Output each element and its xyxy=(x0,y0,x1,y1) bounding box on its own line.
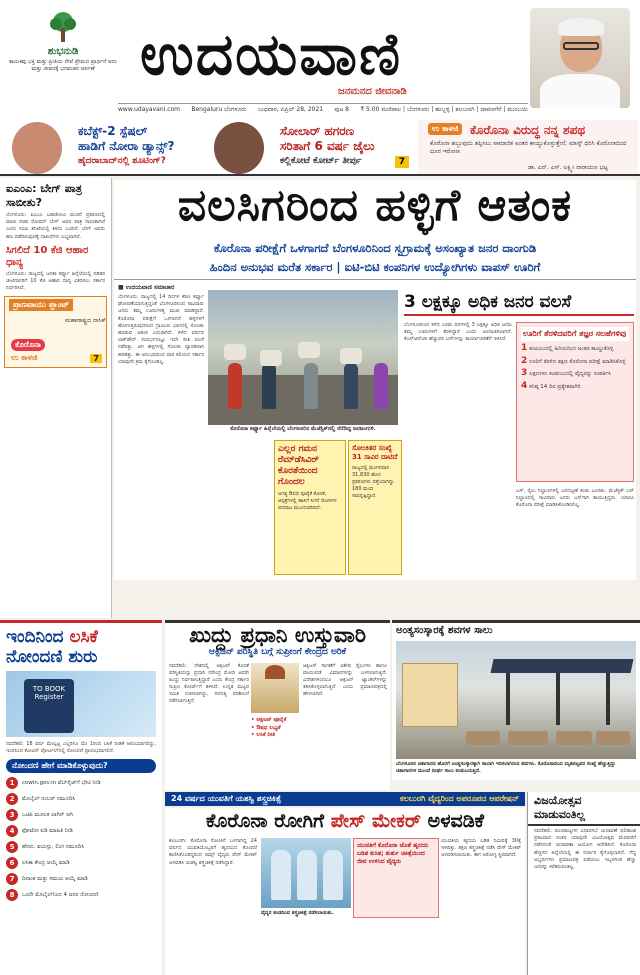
shubhanudi-box xyxy=(8,10,118,105)
phone-icon: TO BOOK Register xyxy=(24,679,74,733)
vaccine-howto-title: ನೋಂದಣಿ ಹೇಗೆ ಮಾಡಿಕೊಳ್ಳುವುದು? xyxy=(6,759,156,773)
victory-ban-story xyxy=(527,792,640,975)
supreme-court-photo xyxy=(251,663,299,713)
teaser-sub: ಹೈದರಾಬಾದ್‌ನಲ್ಲಿ ಶೂಟಿಂಗ್? xyxy=(78,156,166,166)
expert-tips-title: ಊರಿಗೆ ತೆರಳಿದವರಿಗೆ ತಜ್ಞರ ಸಲಹೆಗಳಿವು xyxy=(521,327,629,341)
pacemaker-text: ಕಲಬುರಗಿ: ಕೊರೊನಾ ಸೋಂಕಿಗೆ ಒಳಗಾಗಿದ್ದ 24 ವರ್ಷದ ಯುವತಿಯೊಬ್ಬರಿಗೆ ಹೃದಯದ ತೊಂದರೆ ಕಾಣಿಸಿಕೊಂಡಿದ್ದರಿಂದ ಜಿಮ್ಸ್ ವೈದ್ಯರು ಪೇಸ್ ಮೇಕರ್ ಅಳವಡಿಸಿ ಯಶಸ್ವಿ ಶಸ್ತ್ರಚಿಕಿತ್ಸೆ ನಡೆಸಿದ್ದಾರೆ. xyxy=(169,838,257,866)
teaser-nora[interactable] xyxy=(8,120,208,174)
portrait-photo xyxy=(530,8,630,108)
teaser-title: ಕಬೆಕ್ಟ್-2 ಸ್ಪೆಷಲ್ ಹಾಡಿಗೆ ನೋರಾ ಡ್ಯಾನ್ಸ್? xyxy=(78,124,175,153)
expert-tip-item: 1 ಕುಟುಂಬದಲ್ಲಿ ಹಿರಿಯರಿಂದ ಅಂತರ ಕಾಯ್ದುಕೊಳ್ಳಿ xyxy=(521,343,614,353)
teaser-text: ಕೊರೊನಾ ಹಬ್ಬುವುದು ತಪ್ಪಿಸಲು ಸಾಮಾಜಿಕ ಅಂತರ ಕಾಯ್ದುಕೊಳ್ಳುತ್ತೇನೆ; ಮಾಸ್ಕ್ ಧರಿಸಿ ಕೊರೊನಾದಿಂದ ದೂರ ಇರೋಣ xyxy=(430,140,627,155)
vaccine-headline[interactable]: ಇಂದಿನಿಂದ ಲಸಿಕೆ ನೋಂದಣಿ ಶುರು xyxy=(6,627,98,667)
teaser-sub: ಕಲ್ಲಿಕೋಟೆ ಕೋರ್ಟ್ ತೀರ್ಪು xyxy=(280,156,362,166)
pm-subhead: ಆಕ್ಸಿಜನ್ ಪರಿಸ್ಥಿತಿ ಬಗ್ಗೆ ಸುಪ್ರೀಂಗೆ ಕೇಂದ್ರದ ಅರಿಕೆ xyxy=(208,647,347,657)
ima-headline[interactable]: ಐಎಂಎ: ಬೇಗ್ ಪಾತ್ರ ಸಾಬೀತು? xyxy=(6,182,83,209)
teaser-solar[interactable] xyxy=(210,120,415,174)
pranavayu-title: ಪ್ರಾಣವಾಯು ಪ್ಲಾಂಟ್ xyxy=(9,299,73,311)
grain-headline[interactable]: ಸಿಗಲಿದೆ 10 ಕೆಜಿ ಆಹಾರ ಧಾನ್ಯ xyxy=(6,244,89,268)
expert-tip-item: 4 ಕನಿಷ್ಠ 14 ದಿನ ಪ್ರತ್ಯೇಕವಾಗಿರಿ xyxy=(521,380,581,391)
pm-oxygen-story xyxy=(165,620,390,790)
shortage-box[interactable] xyxy=(274,440,346,575)
vaccine-step: 7 ದಿನಾಂಕ ಮತ್ತು ಸಮಯ ಆಯ್ಕೆ ಮಾಡಿ xyxy=(6,873,156,885)
dateline-price: ₹ 5.00 ಮಣಿಪಾಲ | ಬೆಂಗಳೂರು | ಹುಬ್ಬಳ್ಳಿ | ಕಲಬುರಗಿ | ದಾವಣಗೆರೆ | ಮುಂಬಯಿ xyxy=(360,106,528,113)
corona-count-headline: ಸೋಂಕಿತರ ಸಂಖ್ಯೆ 31 ಸಾವಿರ ದಾಟಿದೆ xyxy=(352,444,398,461)
teaser-face xyxy=(12,122,62,174)
dateline-date: ಬುಧವಾರ, ಏಪ್ರಿಲ್ 28, 2021 xyxy=(257,106,324,113)
dateline-city: Bengaluru ಬೆಂಗಳೂರು xyxy=(191,106,247,113)
pacemaker-box: ಯುವತಿಗೆ ಕೊರೊನಾ ಜೊತೆ ಹೃದಯ ಬಡಿತ ಕುಸಿತ; ತುರ್ತು ಚಿಕಿತ್ಸೆಯಿಂದ ಜೀವ ಉಳಿಸಿದ ವೈದ್ಯರು xyxy=(353,838,439,918)
pranavayu-badge: ಕೊರೊನಾ xyxy=(11,339,45,351)
grain-text: ಬೆಂಗಳೂರು: ರಾಜ್ಯದಲ್ಲಿ ಜನತಾ ಕರ್ಫ್ಯೂ ಹಿನ್ನೆಲೆಯಲ್ಲಿ ಪಡಿತರ ಚೀಟಿದಾರರಿಗೆ 10 ಕೆಜಿ ಆಹಾರ ಧಾನ್ಯ ವಿತರಿಸಲು ಸರ್ಕಾರ ನಿರ್ಧರಿಸಿದೆ. xyxy=(6,270,105,292)
expert-tips-box xyxy=(516,322,634,482)
victory-ban-headline[interactable]: ವಿಜಯೋತ್ಸವ ಮಾಡುವಂತಿಲ್ಲ xyxy=(528,792,640,826)
shubhanudi-text: ಕಾಯಕವು ಭಕ್ತಿ ಮತ್ತು ಪ್ರೀತಿಯ ಸೇವೆ ಪ್ರೇಮದ ಪ್ರಾರ್ಥನೆ ಅದು ಮತ್ತು ಜೀವನಕ್ಕೆ ಭಗವಂತನ ಅರ್ಪಣೆ xyxy=(9,59,117,72)
vaccine-text: ನವದೆಹಲಿ: 18 ವರ್ಷ ಮೇಲ್ಪಟ್ಟ ಎಲ್ಲರಿಗೂ ಮೇ 1ರಿಂದ ಲಸಿಕೆ ನೀಡಿಕೆ ಆರಂಭವಾಗಲಿದ್ದು, ಇಂದಿನಿಂದ ಕೋವಿನ್ ಪೋರ್ಟಲ್‌ನಲ್ಲಿ ನೋಂದಣಿ ಪ್ರಾರಂಭವಾಗಲಿದೆ. xyxy=(6,741,156,754)
pm-headline[interactable]: ಖುದ್ದು ಪ್ರಧಾನಿ ಉಸ್ತುವಾರಿ xyxy=(189,623,366,647)
lead-body-text: ಬೆಂಗಳೂರು: ರಾಜ್ಯದಲ್ಲಿ 14 ದಿನಗಳ ಕಠಿಣ ಕರ್ಫ್ಯೂ ಘೋಷಣೆಯಾಗುತ್ತಿದ್ದಂತೆ ಬೆಂಗಳೂರಿನಿಂದ ಸಾವಿರಾರು ಜನರು ತಮ್ಮ ಊರುಗಳತ್ತ ಮುಖ ಮಾಡಿದ್ದಾರೆ. ಕೊರೊನಾ ಪರೀಕ್ಷೆಗೆ ಒಳಗಾಗದೆ ಹಳ್ಳಿಗಳಿಗೆ ಹೋಗುತ್ತಿರುವುದರಿಂದ ಗ್ರಾಮೀಣ ಭಾಗದಲ್ಲಿ ಸೋಂಕು ಹರಡುವ ಆತಂಕ ಎದುರಾಗಿದೆ. ಕಳೆದ ವರ್ಷದ ಲಾಕ್‌ಡೌನ್ ಸಂದರ್ಭದಲ್ಲೂ ಇದೇ ರೀತಿ ವಲಸೆ ನಡೆದಿತ್ತು. ಆಗ ಹಳ್ಳಿಗಳಲ್ಲಿ ಸೋಂಕು ವ್ಯಾಪಕವಾಗಿ ಹರಡಿತ್ತು. ಈ ಅನುಭವದಿಂದ ಪಾಠ ಕಲಿಯದ ಸರ್ಕಾರ ಯಾವುದೇ ಕ್ರಮ ಕೈಗೊಂಡಿಲ್ಲ. xyxy=(118,294,204,365)
shubhanudi-title: ಶುಭನುಡಿ xyxy=(47,46,79,57)
cremation-story xyxy=(392,620,640,780)
pranavayu-box[interactable] xyxy=(4,296,107,368)
vaccine-step: 2 ಮೊಬೈಲ್ ನಂಬರ್ ನಮೂದಿಸಿ xyxy=(6,793,156,805)
dateline-pages: ಪುಟ 8 xyxy=(334,106,349,113)
newspaper-tagline: ಜನಮನದ ಜೀವನಾಡಿ xyxy=(338,86,407,97)
shortage-headline: ಎಲ್ಲರ ಗಮನ ರೆಮ್‌ಡೆಸಿವಿರ್ ಕೊರತೆಯಿಂದ ಗೊಂದಲ xyxy=(278,444,319,487)
teaser-title: ಕೊರೊನಾ ವಿರುದ್ಧ ನನ್ನ ಶಪಥ xyxy=(470,123,586,137)
expert-tip-item: 2 ಊರಿಗೆ ತೆರಳಿದ ತಕ್ಷಣ ಕೊರೊನಾ ಪರೀಕ್ಷೆ ಮಾಡಿಸಿಕೊಳ್ಳಿ xyxy=(521,355,626,366)
teaser-byline: ಡಾ. ಎನ್. ಎಸ್. ಲಕ್ಷ್ಮೀ ನಾರಾಯಣ ಭಟ್ಟ xyxy=(528,164,608,171)
pm-bullets: • ಆಕ್ಸಿಜನ್ ಪೂರೈಕೆ • ಔಷಧ ಲಭ್ಯತೆ • ಲಸಿಕೆ ನೀತಿ xyxy=(251,717,287,738)
pacemaker-strip-right: ಕಲಬುರಗಿ ವೈದ್ಯರಿಂದ ಅಪರೂಪದ ಆಪರೇಷನ್ xyxy=(400,794,519,803)
expert-tip-item: 3 ಲಕ್ಷಣಗಳು ಕಂಡುಬಂದಲ್ಲಿ ವೈದ್ಯರನ್ನು ಸಂಪರ್ಕಿಸಿ xyxy=(521,368,612,378)
teaser-row xyxy=(0,118,640,176)
lead-subhead-2: ಹಿಂದಿನ ಅನುಭವ ಮರೆತ ಸರ್ಕಾರ | ಐಟಿ-ಬಿಟಿ ಕಂಪನಿಗಳ ಉದ್ಯೋಗಿಗಳು ವಾಪಸ್ ಊರಿಗೆ xyxy=(114,258,636,280)
teaser-kalaji[interactable] xyxy=(418,120,638,174)
tree-icon xyxy=(46,10,80,44)
migration-story xyxy=(404,292,634,577)
migrants-photo-caption: ಕೊರೊನಾ ಕರ್ಫ್ಯೂ ಹಿನ್ನೆಲೆಯಲ್ಲಿ ಬೆಂಗಳೂರಿನ ಮೆಜೆಸ್ಟಿಕ್‌ನಲ್ಲಿ ನೆರೆದಿದ್ದ ಜನಜಂಗುಳಿ. xyxy=(230,426,376,432)
vaccine-step: 3 ಒಟಿಪಿ ಮೂಲಕ ಲಾಗಿನ್ ಆಗಿ xyxy=(6,809,156,821)
pacemaker-strip-left: 24 ವರ್ಷದ ಯುವತಿಗೆ ಯಶಸ್ವಿ ಶಸ್ತ್ರಚಿಕಿತ್ಸೆ xyxy=(171,794,281,803)
dateline-site[interactable]: www.udayavani.com xyxy=(118,106,181,113)
masthead xyxy=(0,0,640,118)
victory-ban-text: ನವದೆಹಲಿ: ಪಂಚರಾಜ್ಯಗಳ ವಿಧಾನಸಭೆ ಚುನಾವಣೆ ಫಲಿತಾಂಶ ಪ್ರಕಟವಾದ ನಂತರ ಯಾವುದೇ ವಿಜಯೋತ್ಸವ ಮೆರವಣಿಗೆ ನಡೆಸದಂತೆ ಚುನಾವಣಾ ಆಯೋಗ ಆದೇಶಿಸಿದೆ. ಕೊರೊನಾ ಹೆಚ್ಚಳದ ಹಿನ್ನೆಲೆಯಲ್ಲಿ ಈ ನಿರ್ಧಾರ ಕೈಗೊಳ್ಳಲಾಗಿದೆ. ಗೆದ್ದ ಅಭ್ಯರ್ಥಿಗಳು ಪ್ರಮಾಣಪತ್ರ ಪಡೆಯಲು ಇಬ್ಬರಿಗಿಂತ ಹೆಚ್ಚು ಜನರನ್ನು ಕರೆತರುವಂತಿಲ್ಲ. xyxy=(534,828,636,871)
vaccine-step: 8 ಒಂದೇ ಮೊಬೈಲ್‌ನಿಂದ 4 ಜನರ ನೋಂದಣಿ xyxy=(6,889,156,901)
vaccine-registration xyxy=(0,620,162,975)
teaser-title: ಸೋಲಾರ್ ಹಗರಣ ಸರಿತಾಗೆ 6 ವರ್ಷ ಜೈಲು xyxy=(280,124,375,153)
teaser-face xyxy=(214,122,264,174)
cremation-caption: ಬೆಂಗಳೂರಿನ ಚಿತಾಗಾರದ ಹೊರಗೆ ಅಂತ್ಯಸಂಸ್ಕಾರಕ್ಕಾಗಿ ಸಾಲಾಗಿ ಇರಿಸಲಾಗಿರುವ ಶವಗಳು. ಕೊರೊನಾದಿಂದ ಮೃತಪಟ್ಟವರ ಸಂಖ್ಯೆ ಹೆಚ್ಚುತ್ತಿದ್ದು ಚಿತಾಗಾರಗಳ ಮುಂದೆ ದೀರ್ಘ ಸಾಲು ಕಂಡುಬರುತ್ತಿದೆ. xyxy=(396,761,616,774)
pacemaker-strip xyxy=(165,792,525,806)
shortage-text: ಅಗತ್ಯ ಔಷಧ ಪೂರೈಕೆ ಕೊರತೆ, ಆಸ್ಪತ್ರೆಗಳಲ್ಲಿ ಹಾಸಿಗೆ ಸಿಗದೆ ರೋಗಿಗಳ ಪರದಾಟ ಮುಂದುವರಿದಿದೆ. xyxy=(278,491,337,511)
pm-text-left: ನವದೆಹಲಿ: ದೇಶದಲ್ಲಿ ಆಕ್ಸಿಜನ್ ಕೊರತೆ ಪರಿಸ್ಥಿತಿಯನ್ನು ಪ್ರಧಾನಿ ನರೇಂದ್ರ ಮೋದಿ ಅವರೇ ಖುದ್ದು ನಿರ್ವಹಿಸುತ್ತಿದ್ದಾರೆ ಎಂದು ಕೇಂದ್ರ ಸರ್ಕಾರ ಸುಪ್ರೀಂ ಕೋರ್ಟ್‌ಗೆ ತಿಳಿಸಿದೆ. ಉನ್ನತ ಮಟ್ಟದ ಸಮಿತಿ ರಚಿಸಲಾಗಿದ್ದು, ದಿನನಿತ್ಯ ಪರಿಶೀಲನೆ ನಡೆಸಲಾಗುತ್ತಿದೆ. xyxy=(169,663,249,704)
vaccine-step: 6 ಲಸಿಕಾ ಕೇಂದ್ರ ಆಯ್ಕೆ ಮಾಡಿ xyxy=(6,857,156,869)
pm-text-right: ಆಕ್ಸಿಜನ್ ಸಾಗಣೆಗೆ ವಿಶೇಷ ರೈಲುಗಳು ಹಾಗೂ ವಾಯುಪಡೆ ವಿಮಾನಗಳನ್ನು ಬಳಸಲಾಗುತ್ತಿದೆ. ವಿದೇಶಗಳಿಂದಲೂ ಆಕ್ಸಿಜನ್ ಟ್ಯಾಂಕರ್‌ಗಳನ್ನು ತರಿಸಿಕೊಳ್ಳಲಾಗುತ್ತಿದೆ ಎಂದು ಪ್ರಮಾಣಪತ್ರದಲ್ಲಿ ಹೇಳಲಾಗಿದೆ. xyxy=(303,663,387,697)
lead-story xyxy=(114,280,636,580)
dateline xyxy=(118,103,528,115)
doctors-photo xyxy=(261,838,351,908)
pacemaker-story xyxy=(165,834,525,975)
kalaji-badge: ಉ ಕಾಳಜಿ xyxy=(428,123,462,135)
pranavayu-tag: ಉ ಕಾಳಜಿ xyxy=(11,353,38,363)
migration-text: ಬೆಂಗಳೂರಿನಿಂದ ಕಳೆದ ಎರಡು ದಿನಗಳಲ್ಲಿ 3 ಲಕ್ಷಕ್ಕೂ ಅಧಿಕ ಜನರು ತಮ್ಮ ಊರುಗಳಿಗೆ ತೆರಳಿದ್ದಾರೆ ಎಂದು ಅಂದಾಜಿಸಲಾಗಿದೆ. ಕೆಎಸ್ಆರ್‌ಟಿಸಿ ಹೆಚ್ಚುವರಿ ಬಸ್‌ಗಳನ್ನು ಕಾರ್ಯಾಚರಣೆಗೆ ಇಳಿಸಿದೆ. xyxy=(404,322,512,343)
vaccine-step: 5 ಹೆಸರು, ವಯಸ್ಸು, ಲಿಂಗ ನಮೂದಿಸಿ xyxy=(6,841,156,853)
ima-text: ಬೆಂಗಳೂರು: ಐಎಂಎ ಬಹುಕೋಟಿ ವಂಚನೆ ಪ್ರಕರಣದಲ್ಲಿ ಮಾಜಿ ಸಚಿವ ರೋಷನ್ ಬೇಗ್ ಅವರ ಪಾತ್ರ ಸಾಬೀತಾಗಿದೆ ಎಂದು ಸಿಬಿಐ ತನಿಖೆಯಲ್ಲಿ ತಿಳಿದು ಬಂದಿದೆ. ಬೇಗ್ ಅವರು ಹಣ ಪಡೆದಿರುವುದಕ್ಕೆ ದಾಖಲೆಗಳು ಲಭ್ಯವಾಗಿವೆ. xyxy=(6,212,105,240)
vaccine-step: 1 cowin.gov.in ವೆಬ್‌ಸೈಟ್‌ಗೆ ಭೇಟಿ ನೀಡಿ xyxy=(6,777,156,789)
vaccine-step: 4 ಫೋಟೋ ಐಡಿ ಮಾಹಿತಿ ನೀಡಿ xyxy=(6,825,156,837)
pacemaker-text-right: ಯುವತಿಯ ಹೃದಯ ಬಡಿತ ನಿಮಿಷಕ್ಕೆ 30ಕ್ಕೆ ಇಳಿದಿತ್ತು. ತಕ್ಷಣ ಶಸ್ತ್ರಚಿಕಿತ್ಸೆ ನಡೆಸಿ ಪೇಸ್ ಮೇಕರ್ ಅಳವಡಿಸಲಾಯಿತು. ಈಗ ಆರೋಗ್ಯ ಸ್ಥಿರವಾಗಿದೆ. xyxy=(441,838,521,859)
vaccine-steps xyxy=(0,777,162,901)
pacemaker-headline[interactable]: ಕೊರೊನಾ ರೋಗಿಗೆ ಪೇಸ್ ಮೇಕರ್ ಅಳವಡಿಕೆ xyxy=(165,808,525,834)
page-badge: 7 xyxy=(395,156,409,168)
corona-count-box[interactable] xyxy=(348,440,402,575)
left-column xyxy=(0,178,112,618)
lead-subhead-1: ಕೊರೊನಾ ಪರೀಕ್ಷೆಗೆ ಒಳಗಾಗದೆ ಬೆಂಗಳೂರಿನಿಂದ ಸ್ವಗ್ರಾಮಕ್ಕೆ ಅಸಂಖ್ಯಾತ ಜನರ ದಾಂಗುಡಿ xyxy=(114,238,636,259)
migrants-photo xyxy=(208,290,398,425)
lead-body-text-b: ಬಸ್, ರೈಲು ನಿಲ್ದಾಣಗಳಲ್ಲಿ ಜನದಟ್ಟಣೆ ಕಂಡು ಬಂದಿತು. ಮೆಜೆಸ್ಟಿಕ್ ಬಸ್ ನಿಲ್ದಾಣದಲ್ಲಿ ಸಾವಿರಾರು ಜನರು ಬಸ್‌ಗಾಗಿ ಕಾಯುತ್ತಿದ್ದರು. ಯಾರೂ ಕೊರೊನಾ ಪರೀಕ್ಷೆ ಮಾಡಿಸಿಕೊಂಡಿರಲಿಲ್ಲ. xyxy=(516,488,634,509)
lead-headline[interactable]: ವಲಸಿಗರಿಂದ ಹಳ್ಳಿಗೆ ಆತಂಕ xyxy=(114,180,636,238)
cremation-photo xyxy=(396,641,636,759)
pranavayu-sub: ಮಹಾರಾಷ್ಟ್ರದ ನಾಸಿಕ್ xyxy=(65,317,107,325)
lead-byline: ■ ಉದಯವಾಣಿ ಸಮಾಚಾರ xyxy=(118,284,175,291)
doctors-photo-caption: ವೈದ್ಯರ ತಂಡದಿಂದ ಶಸ್ತ್ರಚಿಕಿತ್ಸೆ ನಡೆಸಲಾಯಿತು. xyxy=(261,910,334,916)
page-badge: 7 xyxy=(90,354,102,363)
cremation-headline[interactable]: ಅಂತ್ಯಸಂಸ್ಕಾರಕ್ಕೆ ಶವಗಳ ಸಾಲು xyxy=(396,625,493,636)
vaccine-photo xyxy=(6,671,156,737)
newspaper-logo[interactable]: ಉದಯವಾಣಿ xyxy=(140,20,403,88)
corona-count-text: ರಾಜ್ಯದಲ್ಲಿ ಮಂಗಳವಾರ 31,830 ಹೊಸ ಪ್ರಕರಣಗಳು ಪತ್ತೆಯಾಗಿದ್ದು 180 ಮಂದಿ ಸಾವನ್ನಪ್ಪಿದ್ದಾರೆ. xyxy=(352,465,395,499)
migration-headline[interactable]: 3 ಲಕ್ಷಕ್ಕೂ ಅಧಿಕ ಜನರ ವಲಸೆ xyxy=(404,292,634,316)
